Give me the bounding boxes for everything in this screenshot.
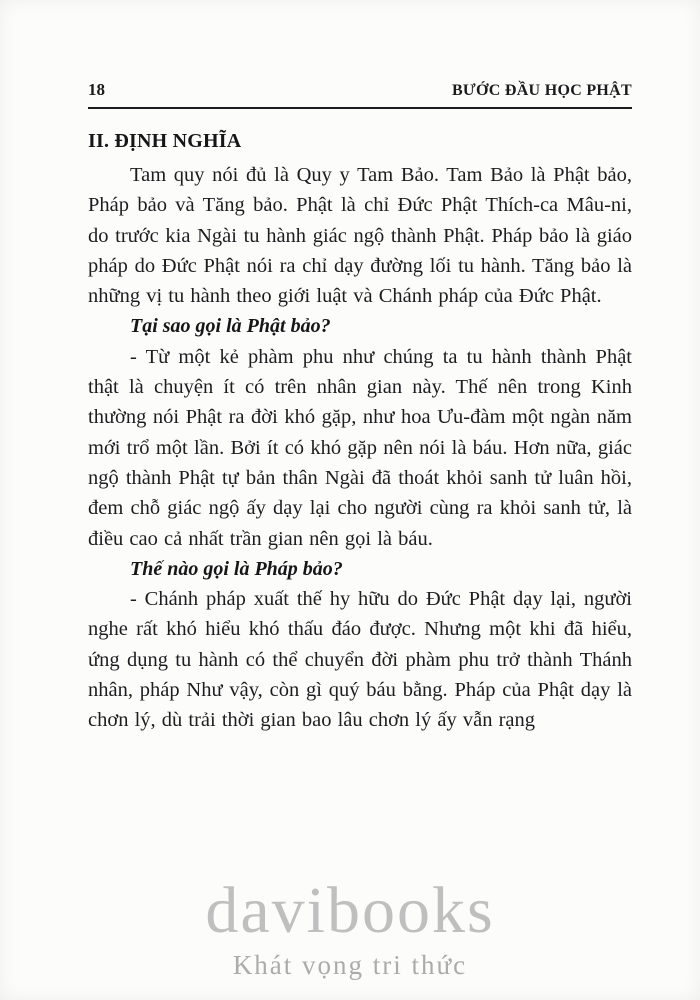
watermark	[0, 874, 700, 981]
subheading: Tại sao gọi là Phật bảo?	[130, 315, 331, 338]
running-title: BƯỚC ĐẦU HỌC PHẬT	[451, 82, 632, 99]
paragraph: Tam quy nói đủ là Quy y Tam Bảo. Tam Bảo là Phật bảo, Pháp bảo và Tăng bảo. Phật là chỉ Đức Phật Thích-ca Mâu-ni, do trước kia Ngài tu hành giác ngộ thành Phật. Pháp bảo là giáo pháp do Đức Phật nói ra chỉ dạy đường lối tu hành. Tăng bảo là những vị tu hành theo giới luật và Chánh pháp của Đức Phật.	[88, 164, 632, 308]
body-text	[88, 160, 632, 736]
page-content	[88, 80, 632, 736]
section-heading: II. ĐỊNH NGHĨA	[88, 130, 242, 152]
header-rule	[88, 107, 632, 109]
paragraph: - Chánh pháp xuất thế hy hữu do Đức Phật dạy lại, người nghe rất khó hiểu khó thấu đáo được. Nhưng một khi đã hiểu, ứng dụng tu hành có thể chuyển đời phàm phu trở thành Thánh nhân, pháp Như vậy, còn gì quý báu bằng. Pháp của Phật dạy là chơn lý, dù trải thời gian bao lâu chơn lý ấy vẫn rạng	[88, 588, 632, 732]
paragraph: - Từ một kẻ phàm phu như chúng ta tu hành thành Phật thật là chuyện ít có trên nhân gian này. Thế nên trong Kinh thường nói Phật ra đời khó gặp, như hoa Ưu-đàm một ngàn năm mới trổ một lần. Bởi ít có khó gặp nên nói là báu. Hơn nữa, giác ngộ thành Phật tự bản thân Ngài đã thoát khỏi sanh tử luân hồi, đem chỗ giác ngộ ấy dạy lại cho người cùng ra khỏi sanh tử, là điều cao cả nhất trần gian nên gọi là báu.	[88, 345, 632, 550]
subheading: Thế nào gọi là Pháp bảo?	[130, 557, 343, 580]
page-number: 18	[88, 80, 105, 99]
watermark-tagline: Khát vọng tri thức	[232, 950, 468, 980]
watermark-title: davibooks	[205, 874, 495, 947]
page-header	[88, 80, 632, 100]
